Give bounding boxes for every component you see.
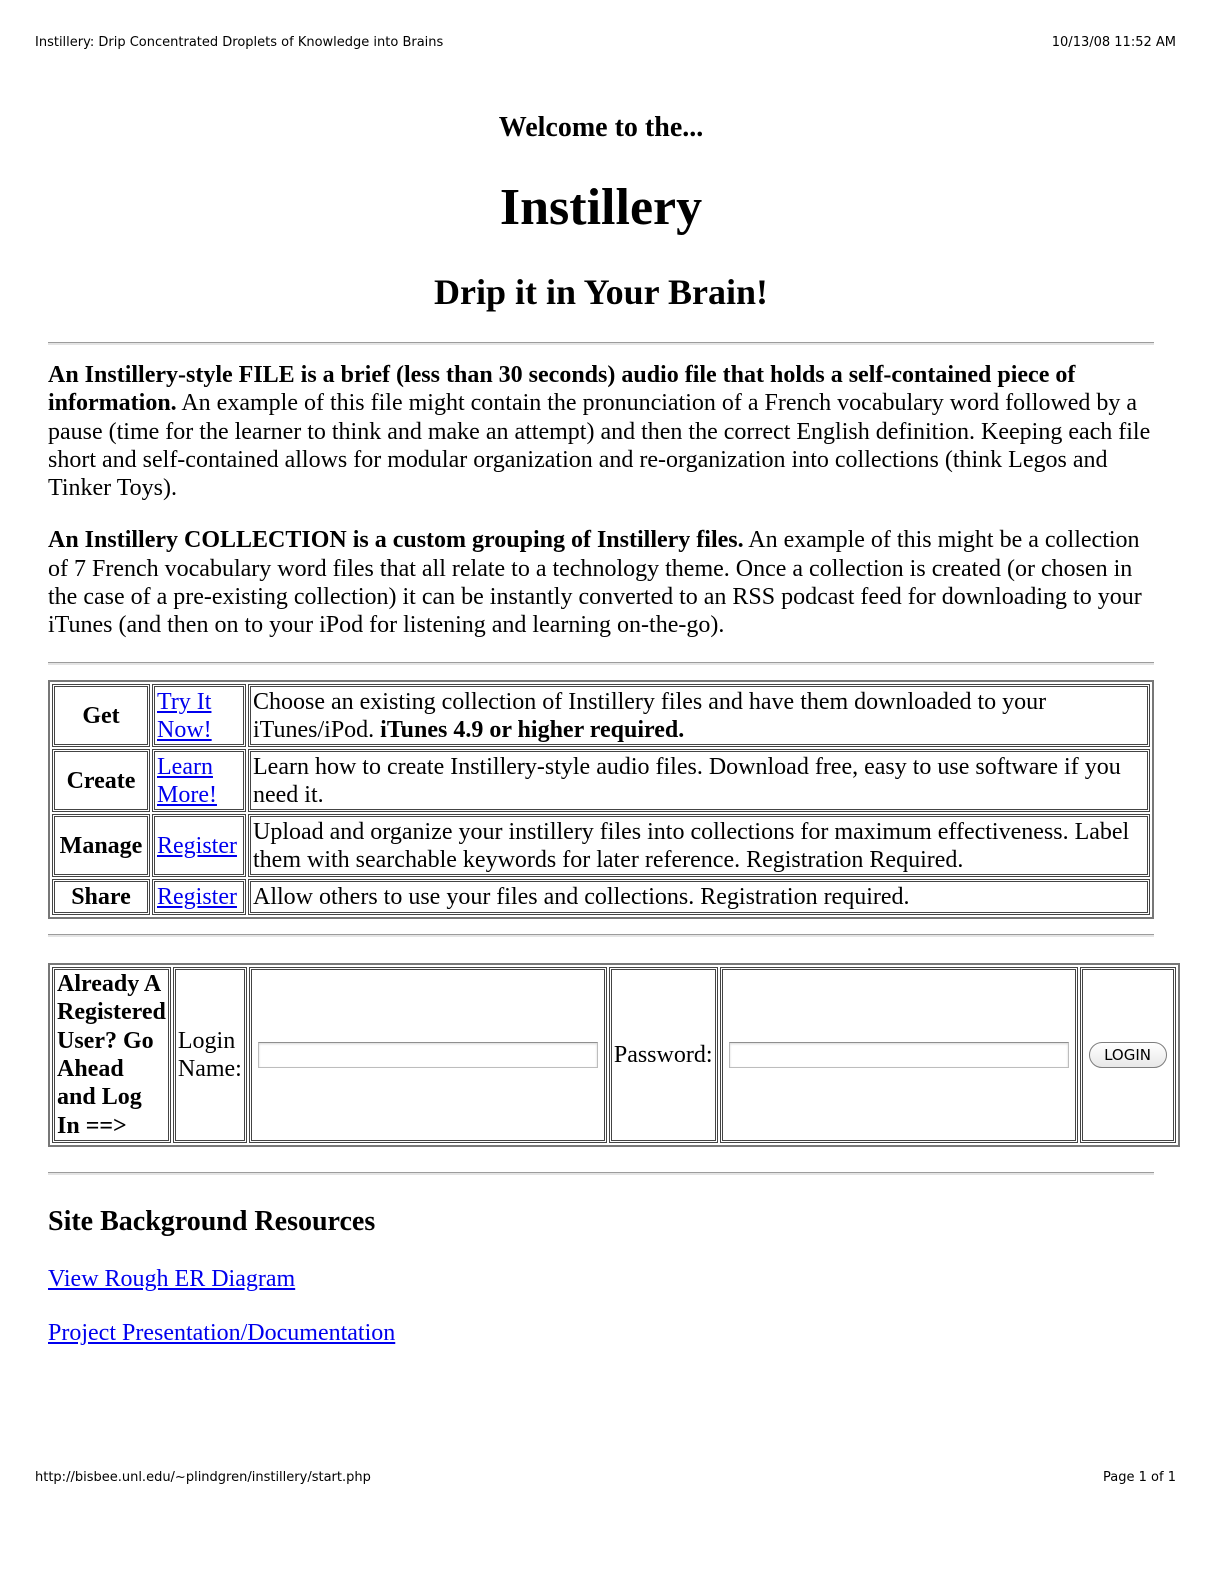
register-link-cell — [152, 814, 246, 877]
feature-row-get — [52, 684, 1150, 747]
login-button-cell — [1080, 967, 1176, 1143]
feature-row-manage — [52, 814, 1150, 877]
login-name-cell — [249, 967, 607, 1143]
page-content — [48, 110, 1154, 665]
feature-row-create — [52, 749, 1150, 812]
divider — [48, 342, 1154, 345]
divider — [48, 934, 1154, 937]
print-url: http://bisbee.unl.edu/~plindgren/instillery/start.php — [35, 1470, 371, 1485]
login-form — [48, 963, 1180, 1147]
feature-description-text: Allow others to use your files and collections. Registration required. — [253, 884, 910, 910]
password-label: Password: — [609, 967, 718, 1143]
resource-item — [48, 1265, 1154, 1293]
feature-verb: Share — [52, 879, 150, 915]
collection-description-bold: An Instillery COLLECTION is a custom grouping of Instillery files. — [48, 527, 744, 554]
feature-verb: Manage — [52, 814, 150, 877]
print-page-title: Instillery: Drip Concentrated Droplets of Knowledge into Brains — [35, 35, 444, 50]
resources-heading: Site Background Resources — [48, 1206, 376, 1237]
feature-verb: Create — [52, 749, 150, 812]
login-row — [52, 967, 1176, 1143]
print-page-number: Page 1 of 1 — [1103, 1470, 1176, 1485]
feature-description — [248, 814, 1150, 877]
collection-description — [48, 526, 1154, 639]
feature-description-bold: iTunes 4.9 or higher required. — [380, 716, 685, 743]
register-link-share[interactable]: Register — [157, 884, 237, 910]
feature-description — [248, 749, 1150, 812]
password-cell — [720, 967, 1078, 1143]
register-link-manage[interactable]: Register — [157, 832, 237, 859]
feature-row-share — [52, 879, 1150, 915]
print-header — [35, 35, 1176, 50]
try-it-now-link-cell — [152, 684, 246, 747]
site-title: Instillery — [499, 179, 703, 236]
divider — [48, 662, 1154, 665]
learn-more-link-cell — [152, 749, 246, 812]
print-footer — [35, 1470, 1176, 1485]
features-table — [48, 680, 1154, 919]
project-documentation-link[interactable]: Project Presentation/Documentation — [48, 1320, 396, 1346]
file-description-bold: An Instillery-style FILE is a brief (less than 30 seconds) audio file that holds a self-contained piece of information. — [48, 362, 1076, 417]
welcome-heading: Welcome to the... — [498, 112, 704, 143]
resource-item — [48, 1319, 1154, 1347]
resources-section — [48, 1205, 1154, 1347]
login-prompt: Already A Registered User? Go Ahead and Log In ==> — [52, 967, 171, 1143]
file-description — [48, 361, 1154, 502]
feature-description-text: Learn how to create Instillery-style audio files. Download free, easy to use software if you need it. — [253, 753, 1121, 808]
er-diagram-link[interactable]: View Rough ER Diagram — [48, 1266, 296, 1292]
login-name-input[interactable] — [258, 1042, 598, 1068]
login-name-label: Login Name: — [173, 967, 247, 1143]
try-it-now-link[interactable]: Try It Now! — [157, 688, 212, 743]
divider — [48, 1172, 1154, 1175]
learn-more-link[interactable]: Learn More! — [157, 753, 217, 808]
feature-description — [248, 684, 1150, 747]
file-description-text: An example of this file might contain the pronunciation of a French vocabulary word followed by a pause (time for the learner to think and make an attempt) and then the correct English definition. Keeping each file short and self-contained allows for modular organization and re-organization into collections (think Legos and Tinker Toys). — [48, 390, 1151, 502]
feature-description — [248, 879, 1150, 915]
register-link-cell — [152, 879, 246, 915]
feature-verb: Get — [52, 684, 150, 747]
tagline: Drip it in Your Brain! — [433, 272, 769, 312]
feature-description-text: Choose an existing collection of Instillery files and have them downloaded to your iTunes/iPod. — [253, 688, 1047, 743]
print-datetime: 10/13/08 11:52 AM — [1051, 35, 1176, 50]
login-button[interactable]: LOGIN — [1089, 1042, 1167, 1068]
feature-description-text: Upload and organize your instillery files into collections for maximum effectiveness. Label them with searchable keywords for later reference. Registration Required. — [253, 818, 1130, 873]
collection-description-text: An example of this might be a collection of 7 French vocabulary word files that all relate to a technology theme. Once a collection is created (or chosen in the case of a pre-existing collection) it can be instantly converted to an RSS podcast feed for downloading to your iTunes (and then on to your iPod for listening and learning on-the-go). — [48, 527, 1142, 639]
password-input[interactable] — [729, 1042, 1069, 1068]
